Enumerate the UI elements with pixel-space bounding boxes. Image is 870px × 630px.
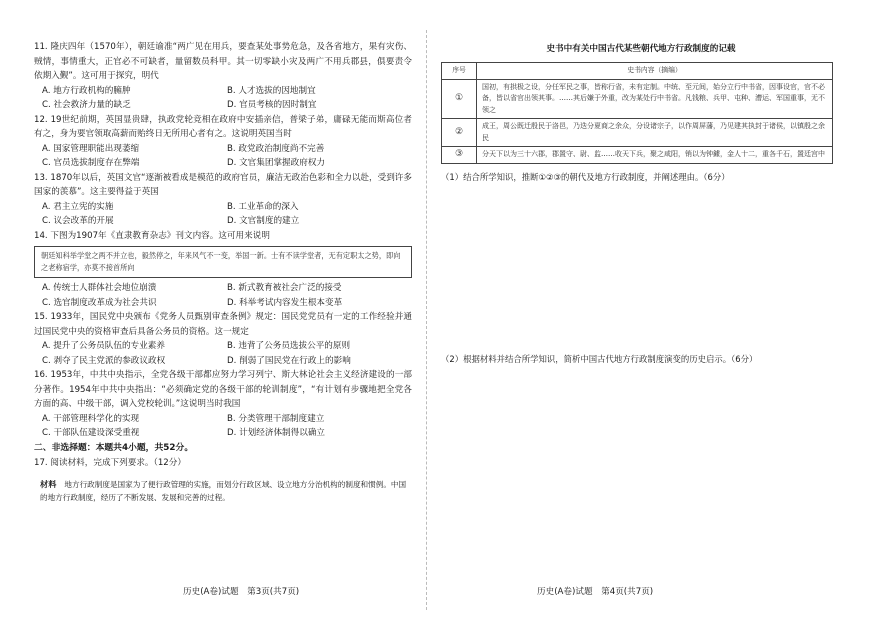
table-header-row bbox=[442, 63, 833, 80]
exam-page-3 bbox=[34, 40, 412, 511]
question-17-stem: 17. 阅读材料，完成下列要求。（12分） bbox=[34, 457, 186, 468]
question-13 bbox=[34, 171, 412, 229]
row-number: ② bbox=[442, 119, 477, 147]
page-footer-right: 历史(A卷)试题 第4页(共7页) bbox=[537, 587, 654, 597]
section-heading: 二、非选择题：本题共4小题，共52分。 bbox=[34, 442, 194, 453]
option-a: A. 君主立宪的实施 bbox=[42, 201, 114, 212]
row-content: 国初，有拱极之设，分任军民之事，皆称行省，未有定制。中统、至元间，始分立行中书省，因事设官，官不必备，皆以省官出领其事。……其后嫌于外重，改为某处行中书省。凡钱粮、兵甲、屯种、漕运、军国重事，无不领之 bbox=[477, 79, 833, 119]
option-a: A. 干部管理科学化的实现 bbox=[42, 413, 140, 424]
exam-page-4 bbox=[441, 40, 841, 516]
option-b: B. 政党政治制度尚不完善 bbox=[227, 143, 325, 154]
option-b: B. 人才选拔的因地制宜 bbox=[227, 85, 316, 96]
material-label: 材料 bbox=[40, 478, 57, 489]
table-row bbox=[442, 79, 833, 119]
question-14-stem: 14. 下图为1907年《直隶教育杂志》刊文内容。这可用来说明 bbox=[34, 230, 270, 241]
question-12 bbox=[34, 113, 412, 171]
option-d: D. 文官制度的建立 bbox=[227, 216, 300, 226]
option-c: C. 议会改革的开展 bbox=[42, 216, 114, 226]
table-row bbox=[442, 147, 833, 164]
question-15-options bbox=[34, 339, 412, 368]
option-a: A. 传统士人群体社会地位崩溃 bbox=[42, 283, 157, 293]
page-footer-left: 历史(A卷)试题 第3页(共7页) bbox=[183, 587, 300, 597]
question-14 bbox=[34, 229, 412, 311]
option-b: B. 新式教育被社会广泛的接受 bbox=[227, 283, 342, 293]
row-number: ① bbox=[442, 79, 477, 119]
option-b: B. 分类管理干部制度建立 bbox=[227, 413, 325, 424]
option-d: D. 文官集团掌握政府权力 bbox=[227, 158, 326, 168]
answer-space-1[interactable] bbox=[441, 184, 841, 352]
question-15-stem: 15. 1933年，国民党中央颁布《党务人员甄别审查条例》规定：国民党党员有一定的工作经验并通过国民党中央的资格审查后具备公务员的资格。这一规定 bbox=[34, 312, 412, 337]
option-d: D. 计划经济体制得以确立 bbox=[227, 428, 326, 438]
option-c: C. 选官制度改革成为社会共识 bbox=[42, 297, 157, 308]
table-row bbox=[442, 119, 833, 147]
option-d: D. 科举考试内容发生根本变革 bbox=[227, 297, 343, 308]
option-c: C. 剥夺了民主党派的参政议政权 bbox=[42, 355, 166, 366]
option-c: C. 干部队伍建设深受重视 bbox=[42, 428, 140, 438]
row-content: 分天下以为三十六郡，郡置守、尉、监……收天下兵，聚之咸阳，销以为钟鐻，金人十二，重各千石，置廷宫中 bbox=[477, 147, 833, 164]
option-a: A. 地方行政机构的臃肿 bbox=[42, 85, 131, 96]
option-d: D. 官员考核的因时制宜 bbox=[227, 100, 317, 110]
column-header-number: 序号 bbox=[442, 63, 477, 80]
question-12-options bbox=[34, 142, 412, 171]
question-13-stem: 13. 1870年以后，英国文官“逐渐被看成是模范的政府官员，廉洁无政治色彩和全力以赴，受到许多国家的羡慕”。这主要得益于英国 bbox=[34, 172, 412, 197]
question-15 bbox=[34, 310, 412, 368]
table-title: 史书中有关中国古代某些朝代地方行政制度的记载 bbox=[546, 44, 736, 54]
sub-question-1: （1）结合所学知识，推断①②③的朝代及地方行政制度，并阐述理由。（6分） bbox=[441, 171, 730, 182]
question-13-options bbox=[34, 200, 412, 229]
history-records-table bbox=[441, 62, 833, 164]
question-11-options bbox=[34, 84, 412, 113]
option-a: A. 国家管理职能出现萎缩 bbox=[42, 143, 140, 154]
question-14-quote-box: 朝廷知科举学堂之两不并立也，毅然停之，年来风气不一变，举国一新。士有不读学堂者，无有定职太之势，即向之老称宿学，亦莫不接首所向 bbox=[34, 246, 412, 278]
question-17 bbox=[34, 456, 412, 504]
question-11-stem: 11. 隆庆四年（1570年），朝廷谕准“两广见在用兵，要查某处事势危急，及各省地方，果有灾伤、贼情，事情重大，正官必不可缺者，量留数员科甲。其一切零缺小灾及两广不用兵郡县，俱要责令依期入觐”。这可用于探究，明代 bbox=[34, 42, 412, 81]
option-b: B. 工业革命的深入 bbox=[227, 201, 299, 212]
row-content: 成王，周公既迁殷民于洛邑，乃迭分夏商之余众，分设诸宗子，以作周屏藩，乃见建其执封于诸侯，以镇殷之余民 bbox=[477, 119, 833, 147]
row-number: ③ bbox=[442, 147, 477, 164]
option-c: C. 官员选拔制度存在弊端 bbox=[42, 158, 140, 168]
answer-space-2[interactable] bbox=[441, 366, 841, 516]
question-11 bbox=[34, 40, 412, 113]
question-12-stem: 12. 19世纪前期，英国显贵肆，执政党轮竞相在政府中安插亲信，普梁子弟，庸碌无能而斯高位者有之，身为要官领取高薪而贻终日无所用心者有之。这说明英国当时 bbox=[34, 114, 412, 139]
page-divider bbox=[426, 30, 427, 610]
material-text: 地方行政制度是国家为了便行政管理的实施，而划分行政区域、设立地方分治机构的制度和惯例。中国的地方行政制度，经历了不断发展、发展和完善的过程。 bbox=[40, 479, 407, 502]
question-16-options bbox=[34, 412, 412, 441]
column-header-content: 史书内容（摘编） bbox=[477, 63, 833, 80]
question-16 bbox=[34, 368, 412, 441]
option-b: B. 违背了公务员选拔公平的原则 bbox=[227, 341, 351, 351]
question-14-options bbox=[34, 281, 412, 310]
option-d: D. 削弱了国民党在行政上的影响 bbox=[227, 355, 351, 366]
option-c: C. 社会救济力量的缺乏 bbox=[42, 100, 131, 110]
option-a: A. 提升了公务员队伍的专业素养 bbox=[42, 341, 165, 351]
sub-question-2: （2）根据材料并结合所学知识，简析中国古代地方行政制度演变的历史启示。（6分） bbox=[441, 353, 758, 364]
question-16-stem: 16. 1953年，中共中央指示，全党各级干部都应努力学习列宁、斯大林论社会主义经济建设的一部分著作。1954年中共中央指出：“必须确定党的各级干部的轮训制度”，“有计划有步骤地把全党各方面的高、中级干部，调入党校轮训。”这说明当时我国 bbox=[34, 370, 412, 409]
question-17-material bbox=[40, 478, 412, 504]
